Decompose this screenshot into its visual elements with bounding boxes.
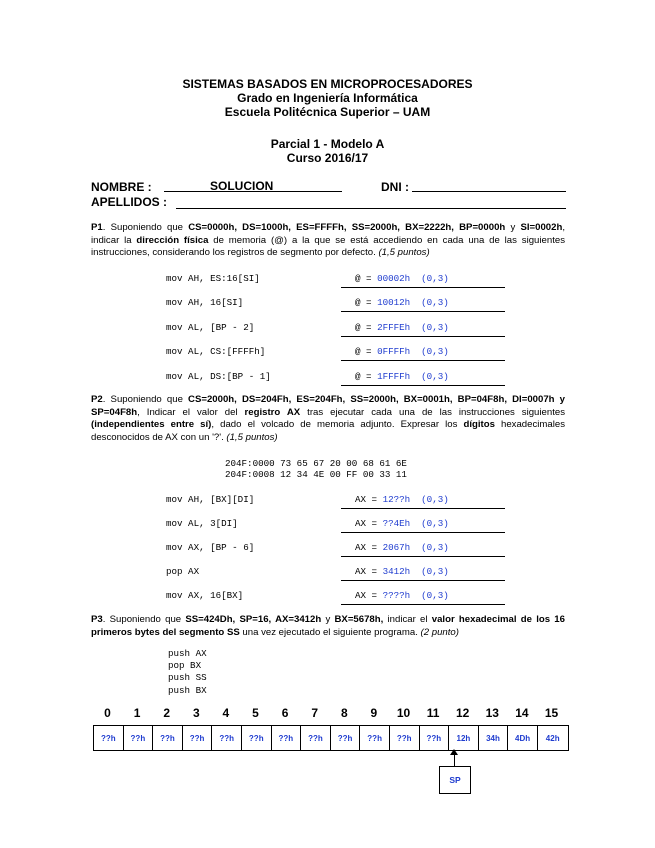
dni-underline	[412, 191, 566, 192]
p2-instr-5: mov AX, 16[BX]	[166, 590, 244, 601]
p2-answer-5	[355, 590, 449, 601]
stack-index-12: 12	[456, 706, 470, 720]
p2-instr-3: mov AX, [BP - 6]	[166, 542, 255, 553]
nombre-value: SOLUCION	[210, 179, 274, 193]
apellidos-underline	[176, 208, 566, 209]
course-title: SISTEMAS BASADOS EN MICROPROCESADORES	[182, 77, 473, 91]
exam-title: Parcial 1 - Modelo A	[270, 137, 385, 151]
stack-index-7: 7	[311, 706, 319, 720]
memory-dump-line-1: 204F:0000 73 65 67 20 00 68 61 6E	[225, 458, 407, 469]
p2-answer-3-prefix: AX =	[355, 542, 383, 553]
p2-answer-4-prefix: AX =	[355, 566, 383, 577]
p2-bold-1: registro AX	[244, 406, 301, 418]
stack-cell-5: ??h	[242, 726, 272, 750]
p2-answer-4-value: 3412h (0,3)	[382, 566, 449, 577]
p2-answer-2-value: ??4Eh (0,3)	[382, 518, 449, 529]
p1-answer-5	[355, 371, 449, 382]
p3-text-a: . Suponiendo que	[102, 614, 186, 625]
exam-course: Curso 2016/17	[286, 151, 369, 165]
p3-registers: SS=424Dh, SP=16, AX=3412h	[185, 614, 322, 625]
p3-code-line-1: push AX	[168, 648, 207, 659]
p3-code-line-4: push BX	[168, 684, 207, 696]
p1-answer-5-value: 1FFFFh (0,3)	[377, 371, 449, 382]
memory-dump	[225, 458, 407, 480]
stack-cell-7: ??h	[301, 726, 331, 750]
p1-answer-1-prefix: @ =	[355, 273, 378, 284]
p1-points: (1,5 puntos)	[378, 247, 430, 258]
p2-instr-2: mov AL, 3[DI]	[166, 518, 238, 529]
p2-answer-1-prefix: AX =	[355, 494, 383, 505]
p1-instr-1: mov AH, ES:16[SI]	[166, 273, 260, 284]
p1-answer-2-prefix: @ =	[355, 297, 378, 308]
stack-cell-10: ??h	[390, 726, 420, 750]
stack-index-15: 15	[544, 706, 559, 720]
stack-index-5: 5	[252, 706, 259, 720]
p2-bold-3: dígitos	[463, 419, 495, 430]
p2-answer-line-2	[341, 532, 505, 533]
apellidos-label: APELLIDOS :	[91, 195, 168, 209]
stack-index-6: 6	[281, 706, 289, 720]
stack-cell-6: ??h	[272, 726, 302, 750]
p2-answer-3-value: 2067h (0,3)	[382, 542, 449, 553]
p1-registers-2: SI=0002h	[520, 222, 563, 233]
p1-instr-2: mov AH, 16[SI]	[166, 297, 244, 308]
p2-instr-1: mov AH, [BX][DI]	[166, 494, 255, 505]
p1-text-d: de memoria (@) a la que se está accediendo en cada una de las siguientes instrucciones, considerando los registros de segmento por defecto.	[91, 234, 565, 258]
p3-points: (2 punto)	[420, 626, 459, 638]
p2-answer-5-prefix: AX =	[355, 590, 383, 601]
p2-instr-4: pop AX	[166, 566, 200, 577]
p2-answer-line-3	[341, 556, 505, 557]
stack-index-14: 14	[515, 706, 529, 720]
p3-text-c: indicar el	[383, 614, 432, 625]
p2-points: (1,5 puntos)	[226, 431, 278, 443]
p2-text-b: , Indicar el valor del	[137, 406, 245, 418]
stack-cell-8: ??h	[331, 726, 361, 750]
p1-text-b: y	[505, 222, 521, 233]
p1-text-c: , indicar la	[91, 222, 565, 246]
p1-instr-4: mov AL, CS:[FFFFh]	[166, 346, 266, 357]
stack-cell-9: ??h	[360, 726, 390, 750]
p2-label: P2	[91, 394, 103, 405]
stack-cell-12: 12h	[449, 726, 479, 750]
p2-answer-3	[355, 542, 449, 553]
nombre-label: NOMBRE :	[91, 180, 152, 194]
school-title: Escuela Politécnica Superior – UAM	[224, 105, 431, 119]
stack-index-13: 13	[485, 706, 499, 720]
p1-answer-3-value: 2FFFEh (0,3)	[377, 322, 449, 333]
p1-answer-3	[355, 322, 449, 333]
p1-answer-line-1	[341, 287, 505, 288]
p1-answer-4-prefix: @ =	[355, 346, 378, 357]
p3-text-b: y	[321, 614, 335, 625]
stack-cell-3: ??h	[183, 726, 213, 750]
p3-code-line-2: pop BX	[168, 660, 202, 672]
stack-index-0: 0	[104, 706, 111, 720]
p2-answer-2-prefix: AX =	[355, 518, 383, 529]
degree-title: Grado en Ingeniería Informática	[237, 91, 418, 105]
nombre-underline	[164, 191, 342, 192]
sp-arrow-shaft	[454, 752, 455, 766]
p2-answer-2	[355, 518, 449, 529]
stack-cell-4: ??h	[212, 726, 242, 750]
p1-answer-1	[355, 273, 449, 284]
p3-statement	[91, 614, 565, 639]
stack-cell-13: 34h	[479, 726, 509, 750]
stack-index-2: 2	[163, 706, 171, 720]
p1-instr-5: mov AL, DS:[BP - 1]	[166, 371, 271, 382]
p1-answer-5-prefix: @ =	[355, 371, 378, 382]
p2-registers: CS=2000h, DS=204Fh, ES=204Fh, SS=2000h, BX=0001h, BP=04F8h, DI=0007h y SP=04F8h	[91, 394, 565, 418]
p1-answer-line-3	[341, 336, 505, 337]
stack-cell-2: ??h	[153, 726, 183, 750]
p1-answer-line-4	[341, 360, 505, 361]
stack-cell-11: ??h	[420, 726, 450, 750]
p2-answer-1	[355, 494, 449, 505]
p3-text-d: una vez ejecutado el siguiente programa.	[239, 626, 421, 638]
stack-index-8: 8	[340, 706, 348, 720]
stack-index-9: 9	[370, 706, 378, 720]
p1-answer-4-value: 0FFFFh (0,3)	[377, 346, 449, 357]
stack-cells	[93, 725, 569, 751]
p1-answer-line-2	[341, 311, 505, 312]
p3-registers-2: BX=5678h,	[334, 614, 384, 625]
dni-label: DNI :	[381, 180, 409, 194]
p3-label: P3	[91, 614, 103, 625]
p1-statement	[91, 222, 565, 260]
stack-cell-14: 4Dh	[508, 726, 538, 750]
p3-bold-1: valor hexadecimal de los 16 primeros bytes del segmento SS	[91, 614, 565, 638]
p2-answer-5-value: ????h (0,3)	[382, 590, 449, 601]
memory-dump-line-2: 204F:0008 12 34 4E 00 FF 00 33 11	[225, 469, 407, 480]
stack-index-3: 3	[192, 706, 200, 720]
p2-text-e: hexadecimales desconocidos de AX con un '?'.	[91, 419, 565, 443]
p2-text-d: , dado el volcado de memoria adjunto. Expresar los	[211, 419, 464, 430]
stack-index-11: 11	[426, 706, 440, 720]
p2-answer-line-1	[341, 508, 505, 509]
p1-bold-1: dirección física	[136, 234, 209, 246]
p1-answer-2-value: 10012h (0,3)	[377, 297, 449, 308]
stack-index-1: 1	[133, 706, 141, 720]
p1-registers: CS=0000h, DS=1000h, ES=FFFFh, SS=2000h, BX=2222h, BP=0000h	[188, 222, 506, 233]
p1-answer-2	[355, 297, 449, 308]
p2-answer-1-value: 12??h (0,3)	[382, 494, 449, 505]
p2-answer-4	[355, 566, 449, 577]
p2-bold-2: (independientes entre sí)	[91, 419, 212, 430]
sp-box: SP	[439, 766, 471, 794]
p3-code-line-3: push SS	[168, 672, 207, 684]
p1-label: P1	[91, 222, 103, 233]
p1-answer-line-5	[341, 385, 505, 386]
p1-text-a: . Suponiendo que	[102, 222, 189, 233]
stack-cell-15: 42h	[545, 733, 560, 743]
stack-cell-1: ??h	[124, 726, 154, 750]
p1-instr-3: mov AL, [BP - 2]	[166, 322, 255, 333]
stack-index-10: 10	[396, 706, 411, 720]
stack-index-4: 4	[222, 706, 230, 720]
p2-text-a: . Suponiendo que	[102, 394, 189, 405]
p2-answer-line-4	[341, 580, 505, 581]
p2-statement	[91, 394, 565, 444]
stack-cell-0: ??h	[94, 726, 124, 750]
p2-text-c: tras ejecutar cada una de las instrucciones siguientes	[300, 406, 565, 418]
p1-answer-4	[355, 346, 449, 357]
p3-code	[168, 648, 207, 697]
p2-answer-line-5	[341, 604, 505, 605]
p1-answer-1-value: 00002h (0,3)	[377, 273, 449, 284]
p1-answer-3-prefix: @ =	[355, 322, 378, 333]
